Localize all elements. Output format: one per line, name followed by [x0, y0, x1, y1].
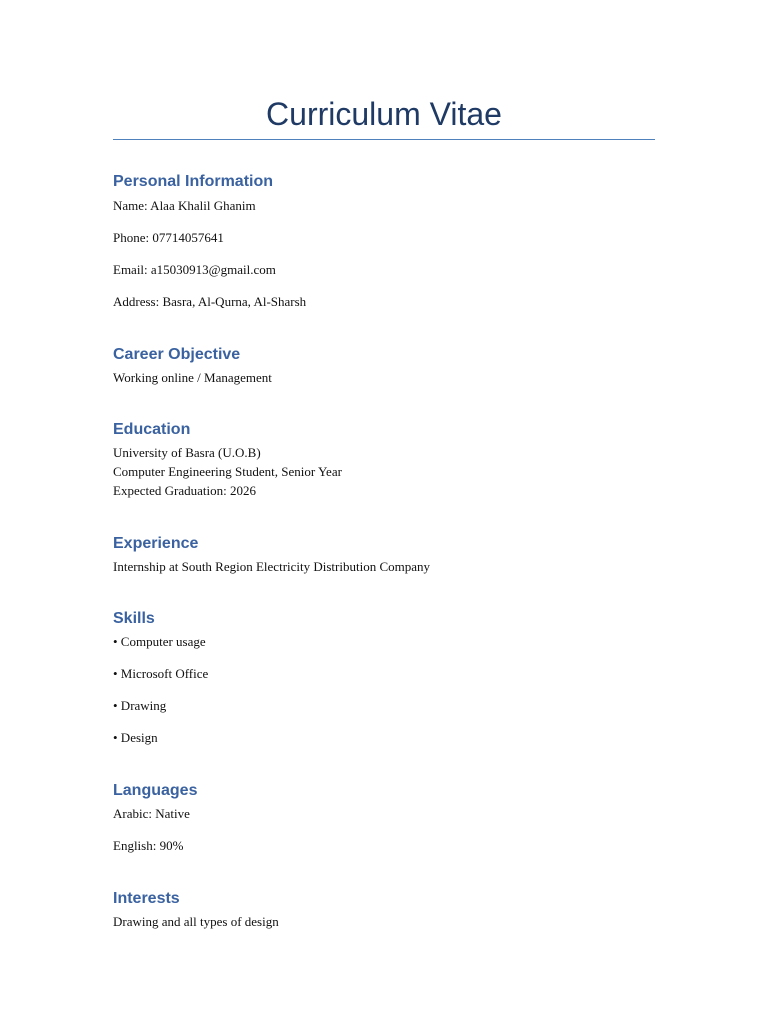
skill-item: • Computer usage	[113, 634, 206, 649]
education-heading: Education	[113, 421, 191, 438]
skill-item: • Drawing	[113, 698, 167, 713]
career-objective-heading: Career Objective	[113, 346, 241, 363]
education-line: University of Basra (U.O.B)	[113, 445, 261, 460]
personal-email: Email: a15030913@gmail.com	[113, 262, 276, 277]
skill-item: • Microsoft Office	[113, 666, 209, 681]
education-line: Expected Graduation: 2026	[113, 483, 256, 498]
experience-heading: Experience	[113, 535, 199, 552]
title-divider	[113, 139, 655, 140]
languages-heading: Languages	[113, 782, 198, 799]
personal-name: Name: Alaa Khalil Ghanim	[113, 198, 256, 213]
language-item: Arabic: Native	[113, 806, 190, 821]
document-title: Curriculum Vitae	[266, 96, 502, 132]
education-line: Computer Engineering Student, Senior Year	[113, 464, 342, 479]
personal-phone: Phone: 07714057641	[113, 230, 224, 245]
language-item: English: 90%	[113, 838, 184, 853]
personal-address: Address: Basra, Al-Qurna, Al-Sharsh	[113, 294, 307, 309]
career-objective-text: Working online / Management	[113, 370, 272, 385]
experience-text: Internship at South Region Electricity Distribution Company	[113, 559, 431, 574]
interests-heading: Interests	[113, 890, 180, 907]
skill-item: • Design	[113, 730, 158, 745]
interests-text: Drawing and all types of design	[113, 914, 279, 929]
skills-heading: Skills	[113, 610, 155, 627]
personal-info-heading: Personal Information	[113, 173, 274, 190]
